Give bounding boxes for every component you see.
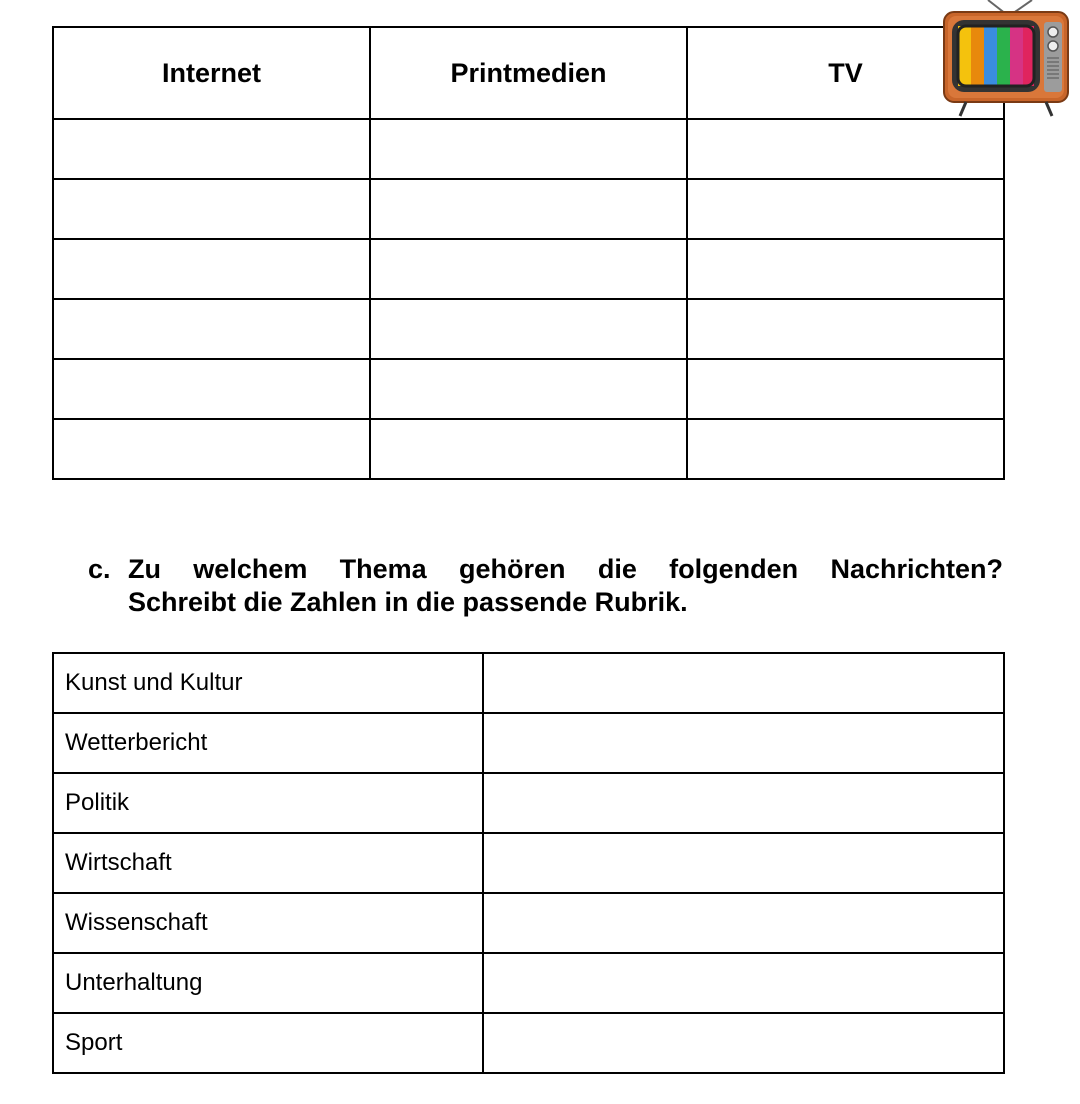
table-row [53,1013,1004,1073]
table-row [53,713,1004,773]
topic-label: Wetterbericht [53,713,483,773]
answer-cell[interactable] [53,179,370,239]
table-row [53,653,1004,713]
topic-label: Unterhaltung [53,953,483,1013]
answer-cell[interactable] [687,299,1004,359]
answer-cell[interactable] [370,299,687,359]
answer-cell[interactable] [370,179,687,239]
answer-cell[interactable] [483,713,1004,773]
answer-cell[interactable] [687,179,1004,239]
media-table [52,26,1005,480]
topic-label: Wirtschaft [53,833,483,893]
answer-cell[interactable] [483,773,1004,833]
topic-label: Politik [53,773,483,833]
answer-cell[interactable] [687,419,1004,479]
retro-tv-icon [936,0,1080,128]
answer-cell[interactable] [483,1013,1004,1073]
answer-cell[interactable] [370,119,687,179]
table-row [53,773,1004,833]
answer-cell[interactable] [483,893,1004,953]
task-letter: c. [88,554,111,584]
answer-cell[interactable] [370,419,687,479]
table-row [53,299,1004,359]
answer-cell[interactable] [53,359,370,419]
answer-cell[interactable] [53,119,370,179]
header-internet: Internet [53,27,370,119]
answer-cell[interactable] [53,419,370,479]
table-row [53,953,1004,1013]
task-instruction: Schreibt die Zahlen in die passende Rubrik. [128,587,688,617]
table-row [53,179,1004,239]
header-tv: TV [687,27,1004,119]
table-row [53,239,1004,299]
topic-label: Wissenschaft [53,893,483,953]
table-row [53,833,1004,893]
task-question: Zu welchem Thema gehören die folgenden Nachrichten? [128,554,1003,584]
answer-cell[interactable] [687,239,1004,299]
table-row [53,359,1004,419]
answer-cell[interactable] [483,953,1004,1013]
table-row [53,893,1004,953]
answer-cell[interactable] [370,359,687,419]
answer-cell[interactable] [53,239,370,299]
answer-cell[interactable] [53,299,370,359]
topic-label: Sport [53,1013,483,1073]
answer-cell[interactable] [483,833,1004,893]
table-row [53,119,1004,179]
answer-cell[interactable] [483,653,1004,713]
answer-cell[interactable] [687,359,1004,419]
topic-table [52,652,1005,1074]
media-table-header-row [53,27,1004,119]
header-printmedien: Printmedien [370,27,687,119]
topic-label: Kunst und Kultur [53,653,483,713]
answer-cell[interactable] [370,239,687,299]
table-row [53,419,1004,479]
